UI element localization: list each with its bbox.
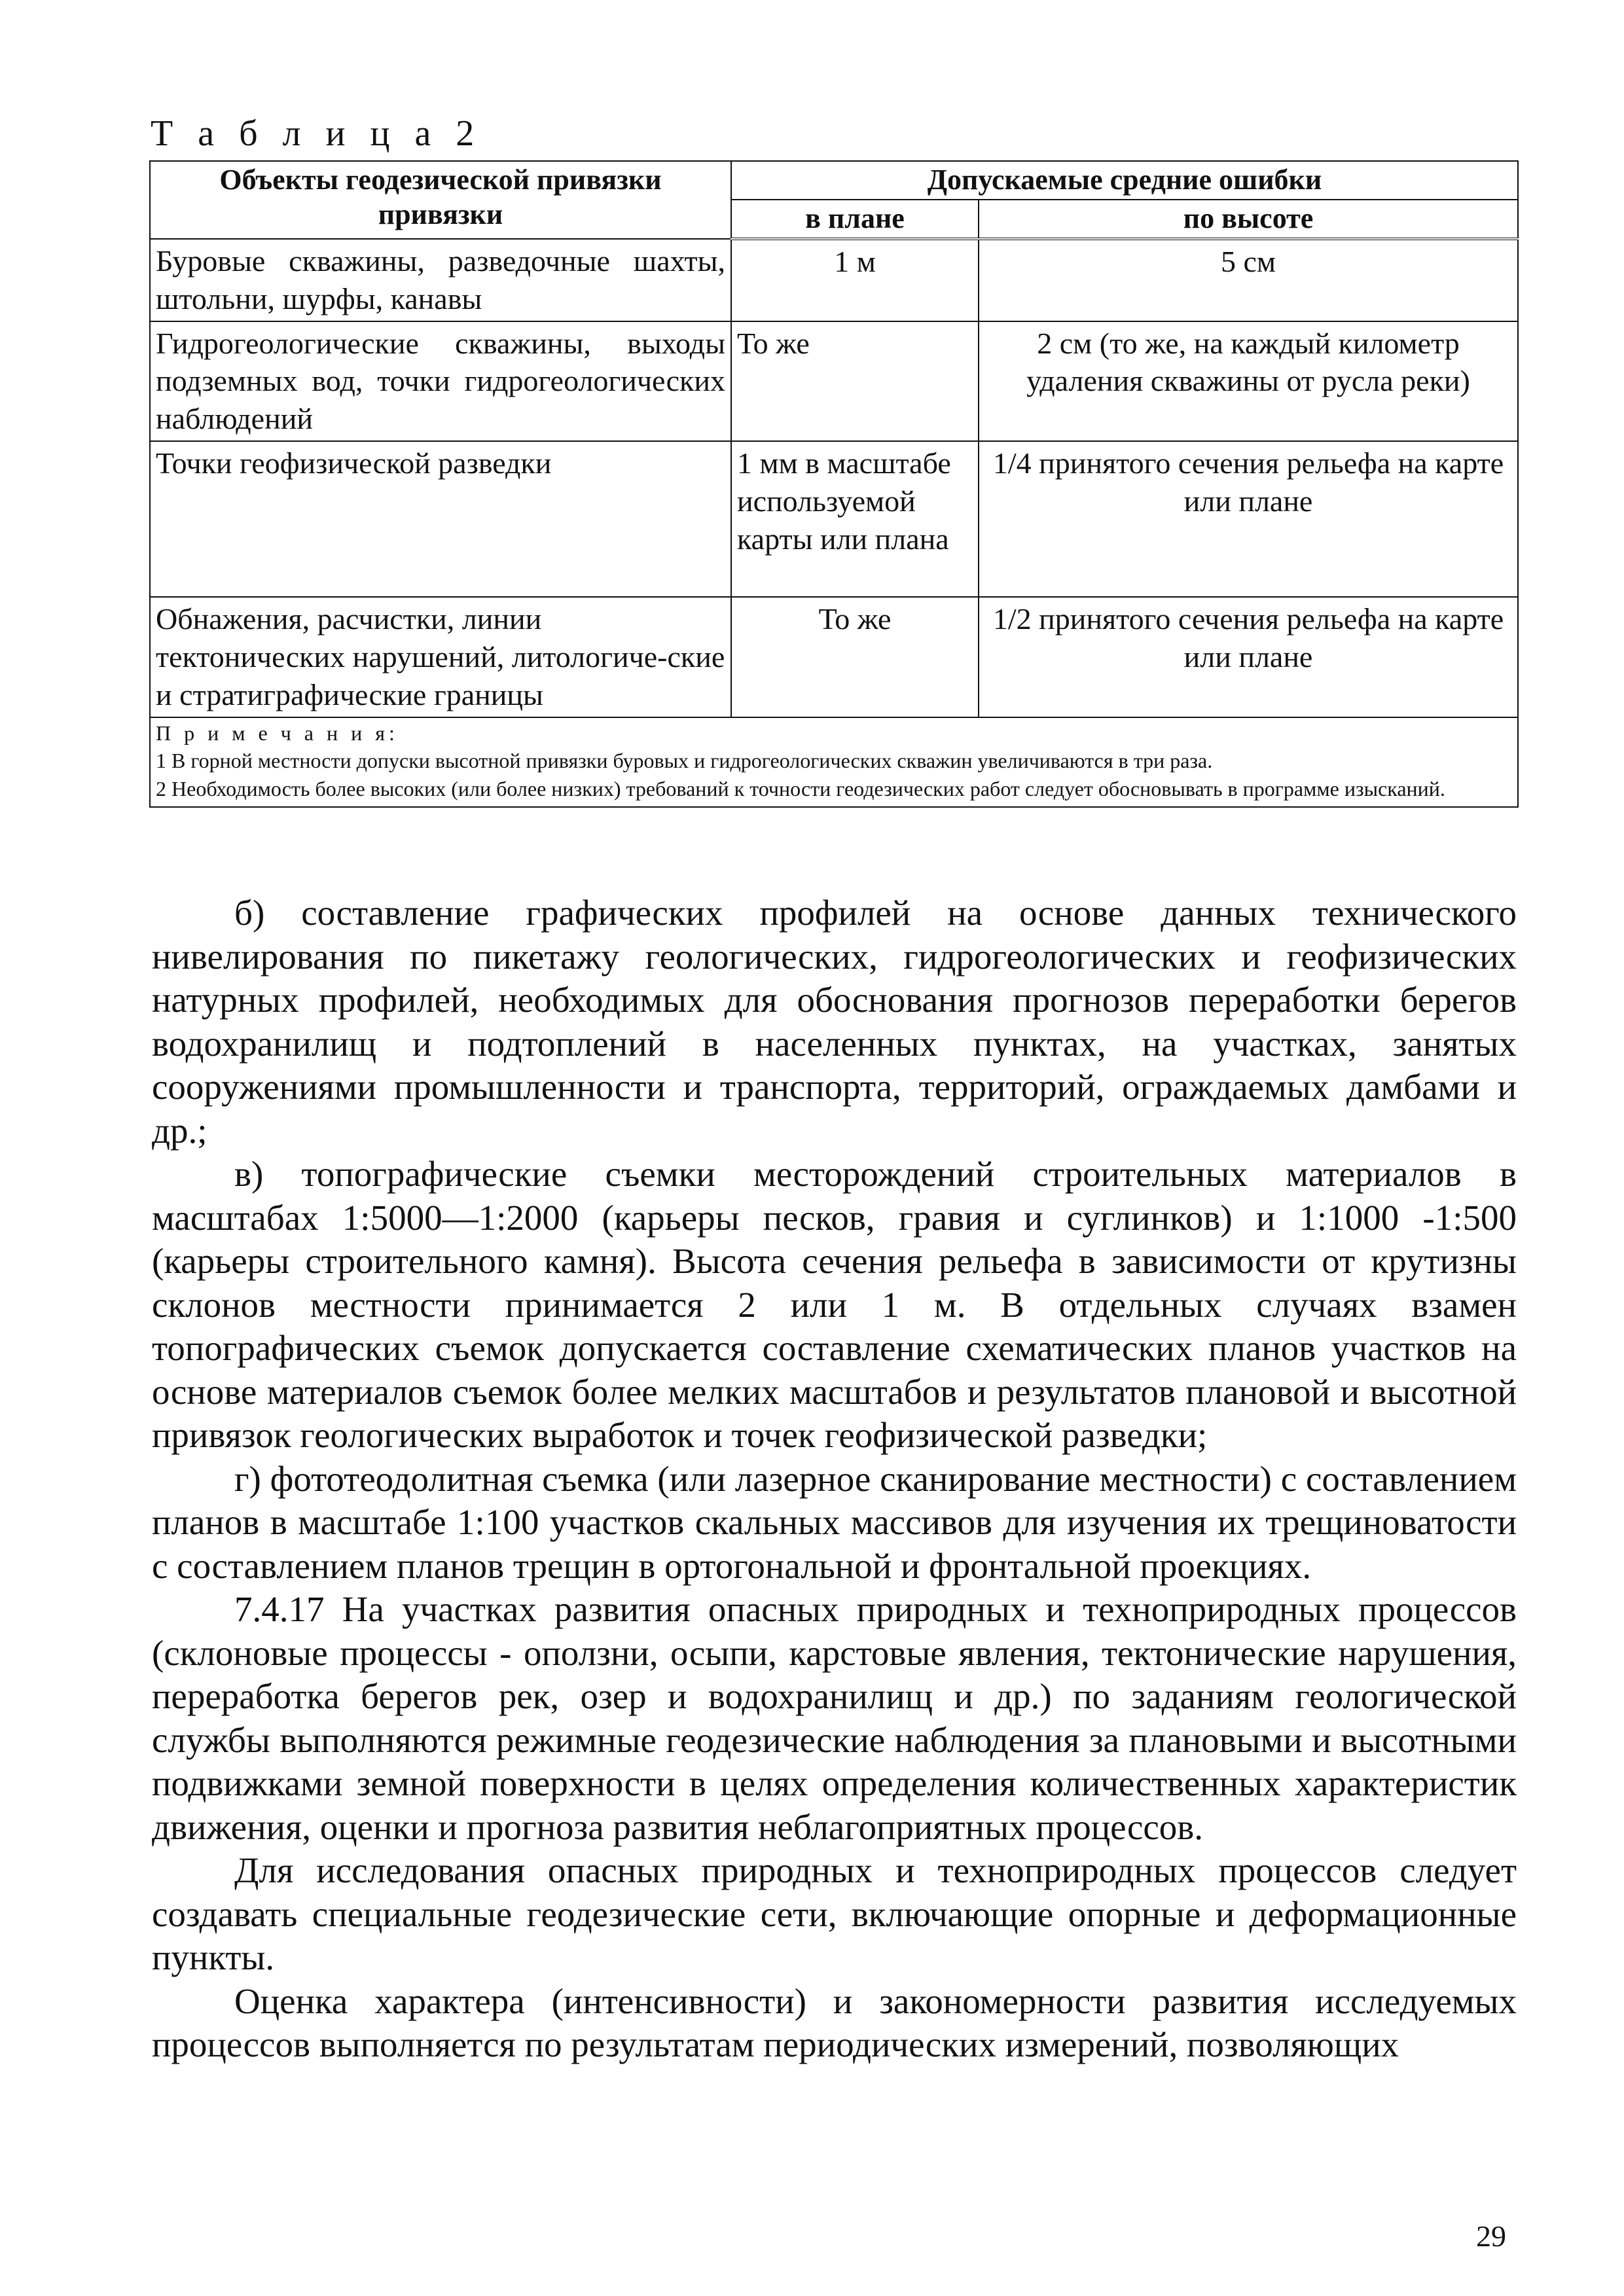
table-row	[150, 597, 1518, 717]
paragraph: в) топографические съемки месторождений строительных материалов в масштабах 1:5000—1:2000 (карьеры песков, гравия и суглинков) и 1:1000 -1:500 (карьеры строительного камня). Высота сечения рельефа в зависимости от крутизны склонов местности принимается 2 или 1 м. В отдельных случаях взамен топографических съемок допускается составление схематических планов участков на основе материалов съемок более мелких масштабов и результатов плановой и высотной привязок геологических выработок и точек геофизической разведки;	[152, 1154, 1517, 1455]
table-row	[150, 441, 1518, 597]
header-plan: в плане	[731, 200, 979, 239]
cell-plan: То же	[731, 321, 979, 442]
paragraph: Для исследования опасных природных и техноприродных процессов следует создавать специальные геодезические сети, включающие опорные и деформационные пункты.	[152, 1850, 1517, 1977]
cell-plan: То же	[731, 597, 979, 717]
note-item: 1 В горной местности допуски высотной привязки буровых и гидрогеологических скважин увеличиваются в три раза.	[156, 749, 1213, 773]
note-item: 2 Необходимость более высоких (или более низких) требований к точности геодезических работ следует обосновывать в программе изысканий.	[156, 776, 1445, 800]
cell-plan: 1 мм в масштабе используемой карты или плана	[731, 441, 979, 597]
cell-height: 1/4 принятого сечения рельефа на карте или плане	[979, 441, 1518, 597]
paragraph: б) составление графических профилей на основе данных технического нивелирования по пикетажу геологических, гидрогеологических и геофизических натурных профилей, необходимых для обоснования прогнозов переработки берегов водохранилищ и подтоплений в населенных пунктах, на участках, занятых сооружениями промышленности и транспорта, территорий, ограждаемых дамбами и др.;	[152, 893, 1517, 1151]
paragraph: Оценка характера (интенсивности) и закономерности развития исследуемых процессов выполняется по результатам периодических измерений, позволяющих	[152, 1981, 1517, 2064]
header-height: по высоте	[979, 200, 1518, 239]
cell-object: Обнажения, расчистки, линии тектонических нарушений, литологиче-ские и стратиграфические границы	[150, 597, 731, 717]
cell-object: Точки геофизической разведки	[150, 441, 731, 597]
cell-plan: 1 м	[731, 239, 979, 321]
cell-height: 2 см (то же, на каждый километр удаления скважины от русла реки)	[979, 321, 1518, 442]
cell-object: Буровые скважины, разведочные шахты, штольни, шурфы, канавы	[150, 239, 731, 321]
page-number: 29	[1476, 2219, 1506, 2253]
error-tolerance-table	[149, 160, 1519, 808]
header-errors: Допускаемые средние ошибки	[731, 161, 1518, 200]
table-row	[150, 321, 1518, 442]
paragraph: 7.4.17 На участках развития опасных природных и техноприродных процессов (склоновые процессы - оползни, осыпи, карстовые явления, тектонические нарушения, переработка берегов рек, озер и водохранилищ и др.) по заданиям геологической службы выполняются режимные геодезические наблюдения за плановыми и высотными подвижками земной поверхности в целях определения количественных характеристик движения, оценки и прогноза развития неблагоприятных процессов.	[152, 1589, 1517, 1847]
notes-row	[150, 717, 1518, 807]
paragraph: г) фототеодолитная съемка (или лазерное сканирование местности) с составлением планов в масштабе 1:100 участков скальных массивов для изучения их трещиноватости с составлением планов трещин в ортогональной и фронтальной проекциях.	[152, 1458, 1517, 1586]
table-row	[150, 239, 1518, 321]
notes-title: П р и м е ч а н и я:	[156, 721, 399, 745]
cell-height: 5 см	[979, 239, 1518, 321]
cell-object: Гидрогеологические скважины, выходы подземных вод, точки гидрогеологических наблюдений	[150, 321, 731, 442]
table-notes	[150, 717, 1518, 807]
table-caption: Т а б л и ц а 2	[151, 113, 482, 154]
body-text	[152, 891, 1517, 2067]
header-objects: Объекты геодезической привязки привязки	[150, 161, 731, 239]
cell-height: 1/2 принятого сечения рельефа на карте или плане	[979, 597, 1518, 717]
